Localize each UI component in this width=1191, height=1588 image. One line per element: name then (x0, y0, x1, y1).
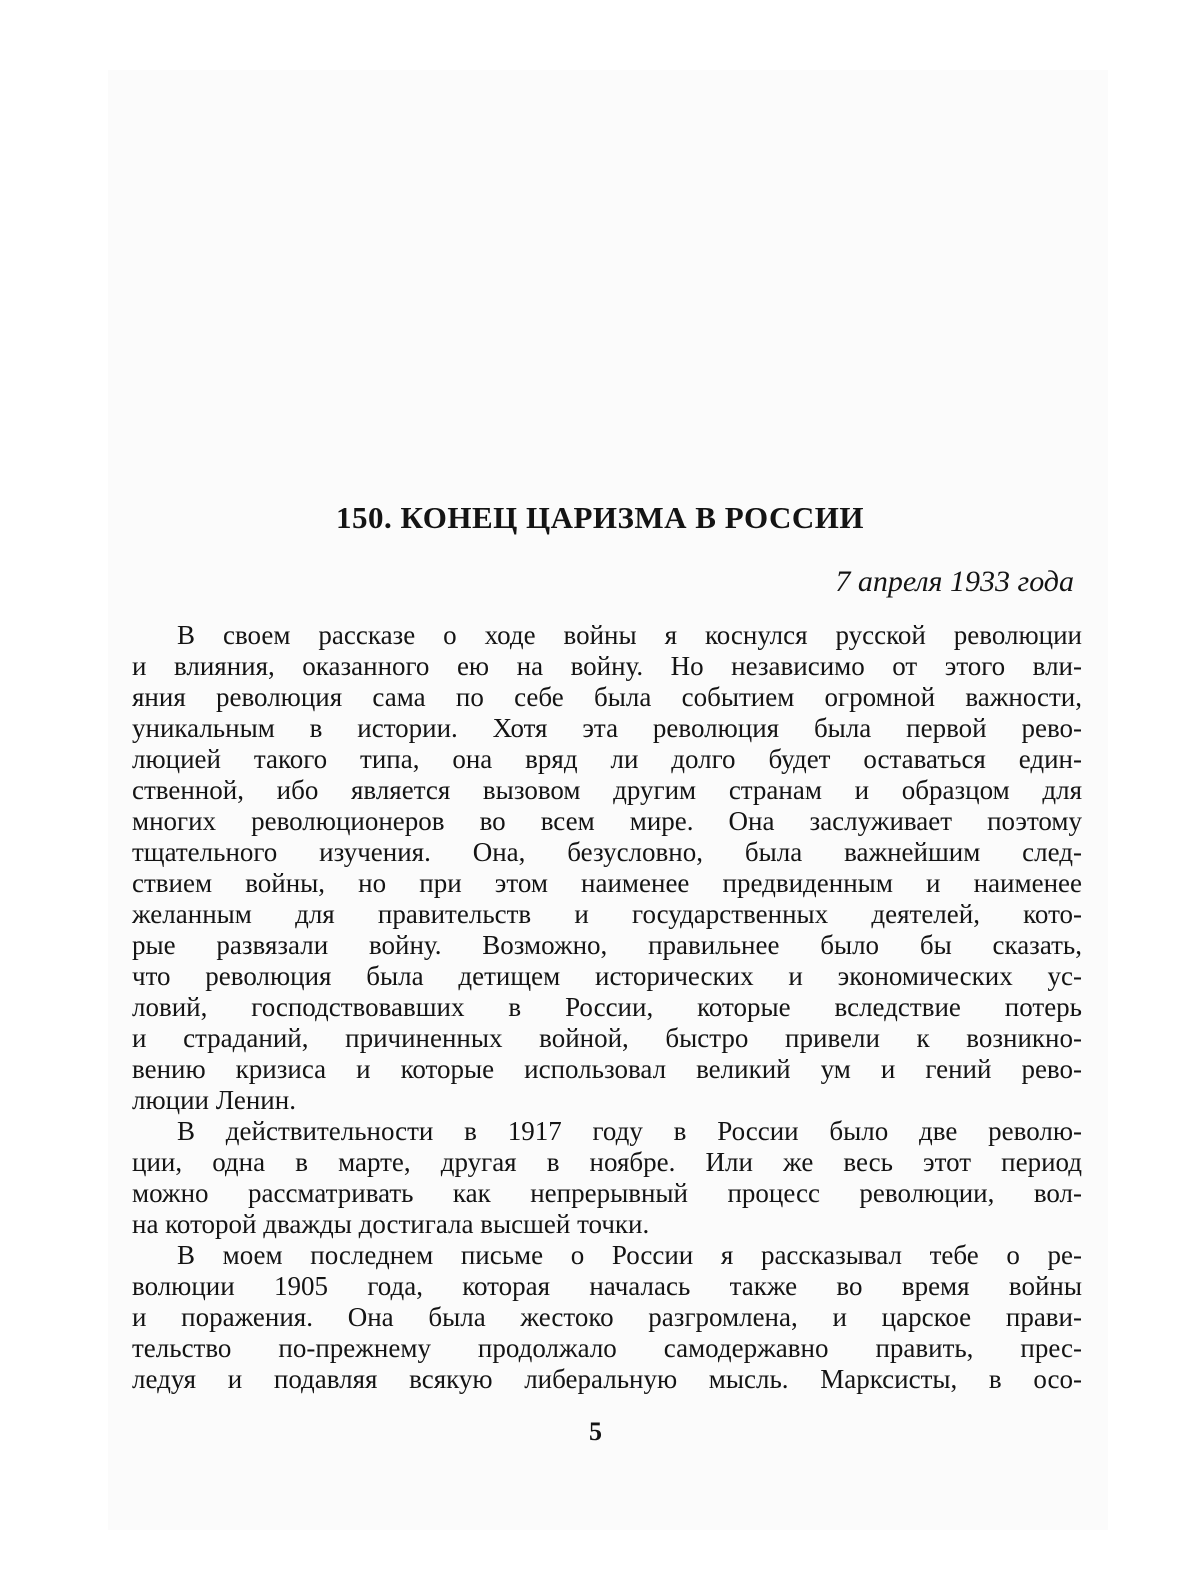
paragraph (132, 1116, 1082, 1240)
text-line: и влияния, оказанного ею на войну. Но независимо от этого вли- (132, 651, 1082, 681)
text-line: желанным для правительств и государственных деятелей, кото- (132, 899, 1082, 929)
text-line: уникальным в истории. Хотя эта революция была первой рево- (132, 713, 1082, 743)
text-line: можно рассматривать как непрерывный процесс революции, вол- (132, 1178, 1082, 1208)
text-line: на которой дважды достигала высшей точки. (132, 1209, 650, 1239)
text-line: волюции 1905 года, которая началась также во время войны (132, 1271, 1082, 1301)
text-line: ловий, господствовавших в России, которые вследствие потерь (132, 992, 1082, 1022)
text-line: тщательного изучения. Она, безусловно, была важнейшим след- (132, 837, 1082, 867)
body-text (132, 620, 1082, 1395)
text-line: ции, одна в марте, другая в ноябре. Или же весь этот период (132, 1147, 1082, 1177)
text-line: тельство по-прежнему продолжало самодержавно править, прес- (132, 1333, 1082, 1363)
text-line: и страданий, причиненных войной, быстро привели к возникно- (132, 1023, 1082, 1053)
text-line: ственной, ибо является вызовом другим странам и образцом для (132, 775, 1082, 805)
text-line: и поражения. Она была жестоко разгромлена, и царское прави- (132, 1302, 1082, 1332)
text-line: рые развязали войну. Возможно, правильнее было бы сказать, (132, 930, 1082, 960)
text-line: В моем последнем письме о России я рассказывал тебе о ре- (177, 1240, 1082, 1270)
paragraph (132, 1240, 1082, 1395)
text-line: В своем рассказе о ходе войны я коснулся русской революции (177, 620, 1082, 650)
paragraph (132, 620, 1082, 1116)
text-line: многих революционеров во всем мире. Она заслуживает поэтому (132, 806, 1082, 836)
chapter-title: 150. КОНЕЦ ЦАРИЗМА В РОССИИ (336, 500, 864, 535)
text-line: вению кризиса и которые использовал великий ум и гений рево- (132, 1054, 1082, 1084)
text-line: ствием войны, но при этом наименее предвиденным и наименее (132, 868, 1082, 898)
text-line: яния революция сама по себе была событием огромной важности, (132, 682, 1082, 712)
text-line: ледуя и подавляя всякую либеральную мысль. Марксисты, в осо- (132, 1364, 1082, 1394)
text-line: люцией такого типа, она вряд ли долго будет оставаться един- (132, 744, 1082, 774)
text-line: люции Ленин. (132, 1085, 296, 1115)
page-number: 5 (589, 1417, 602, 1446)
chapter-date: 7 апреля 1933 года (835, 565, 1074, 598)
text-line: что революция была детищем исторических и экономических ус- (132, 961, 1082, 991)
text-line: В действительности в 1917 году в России было две револю- (177, 1116, 1082, 1146)
